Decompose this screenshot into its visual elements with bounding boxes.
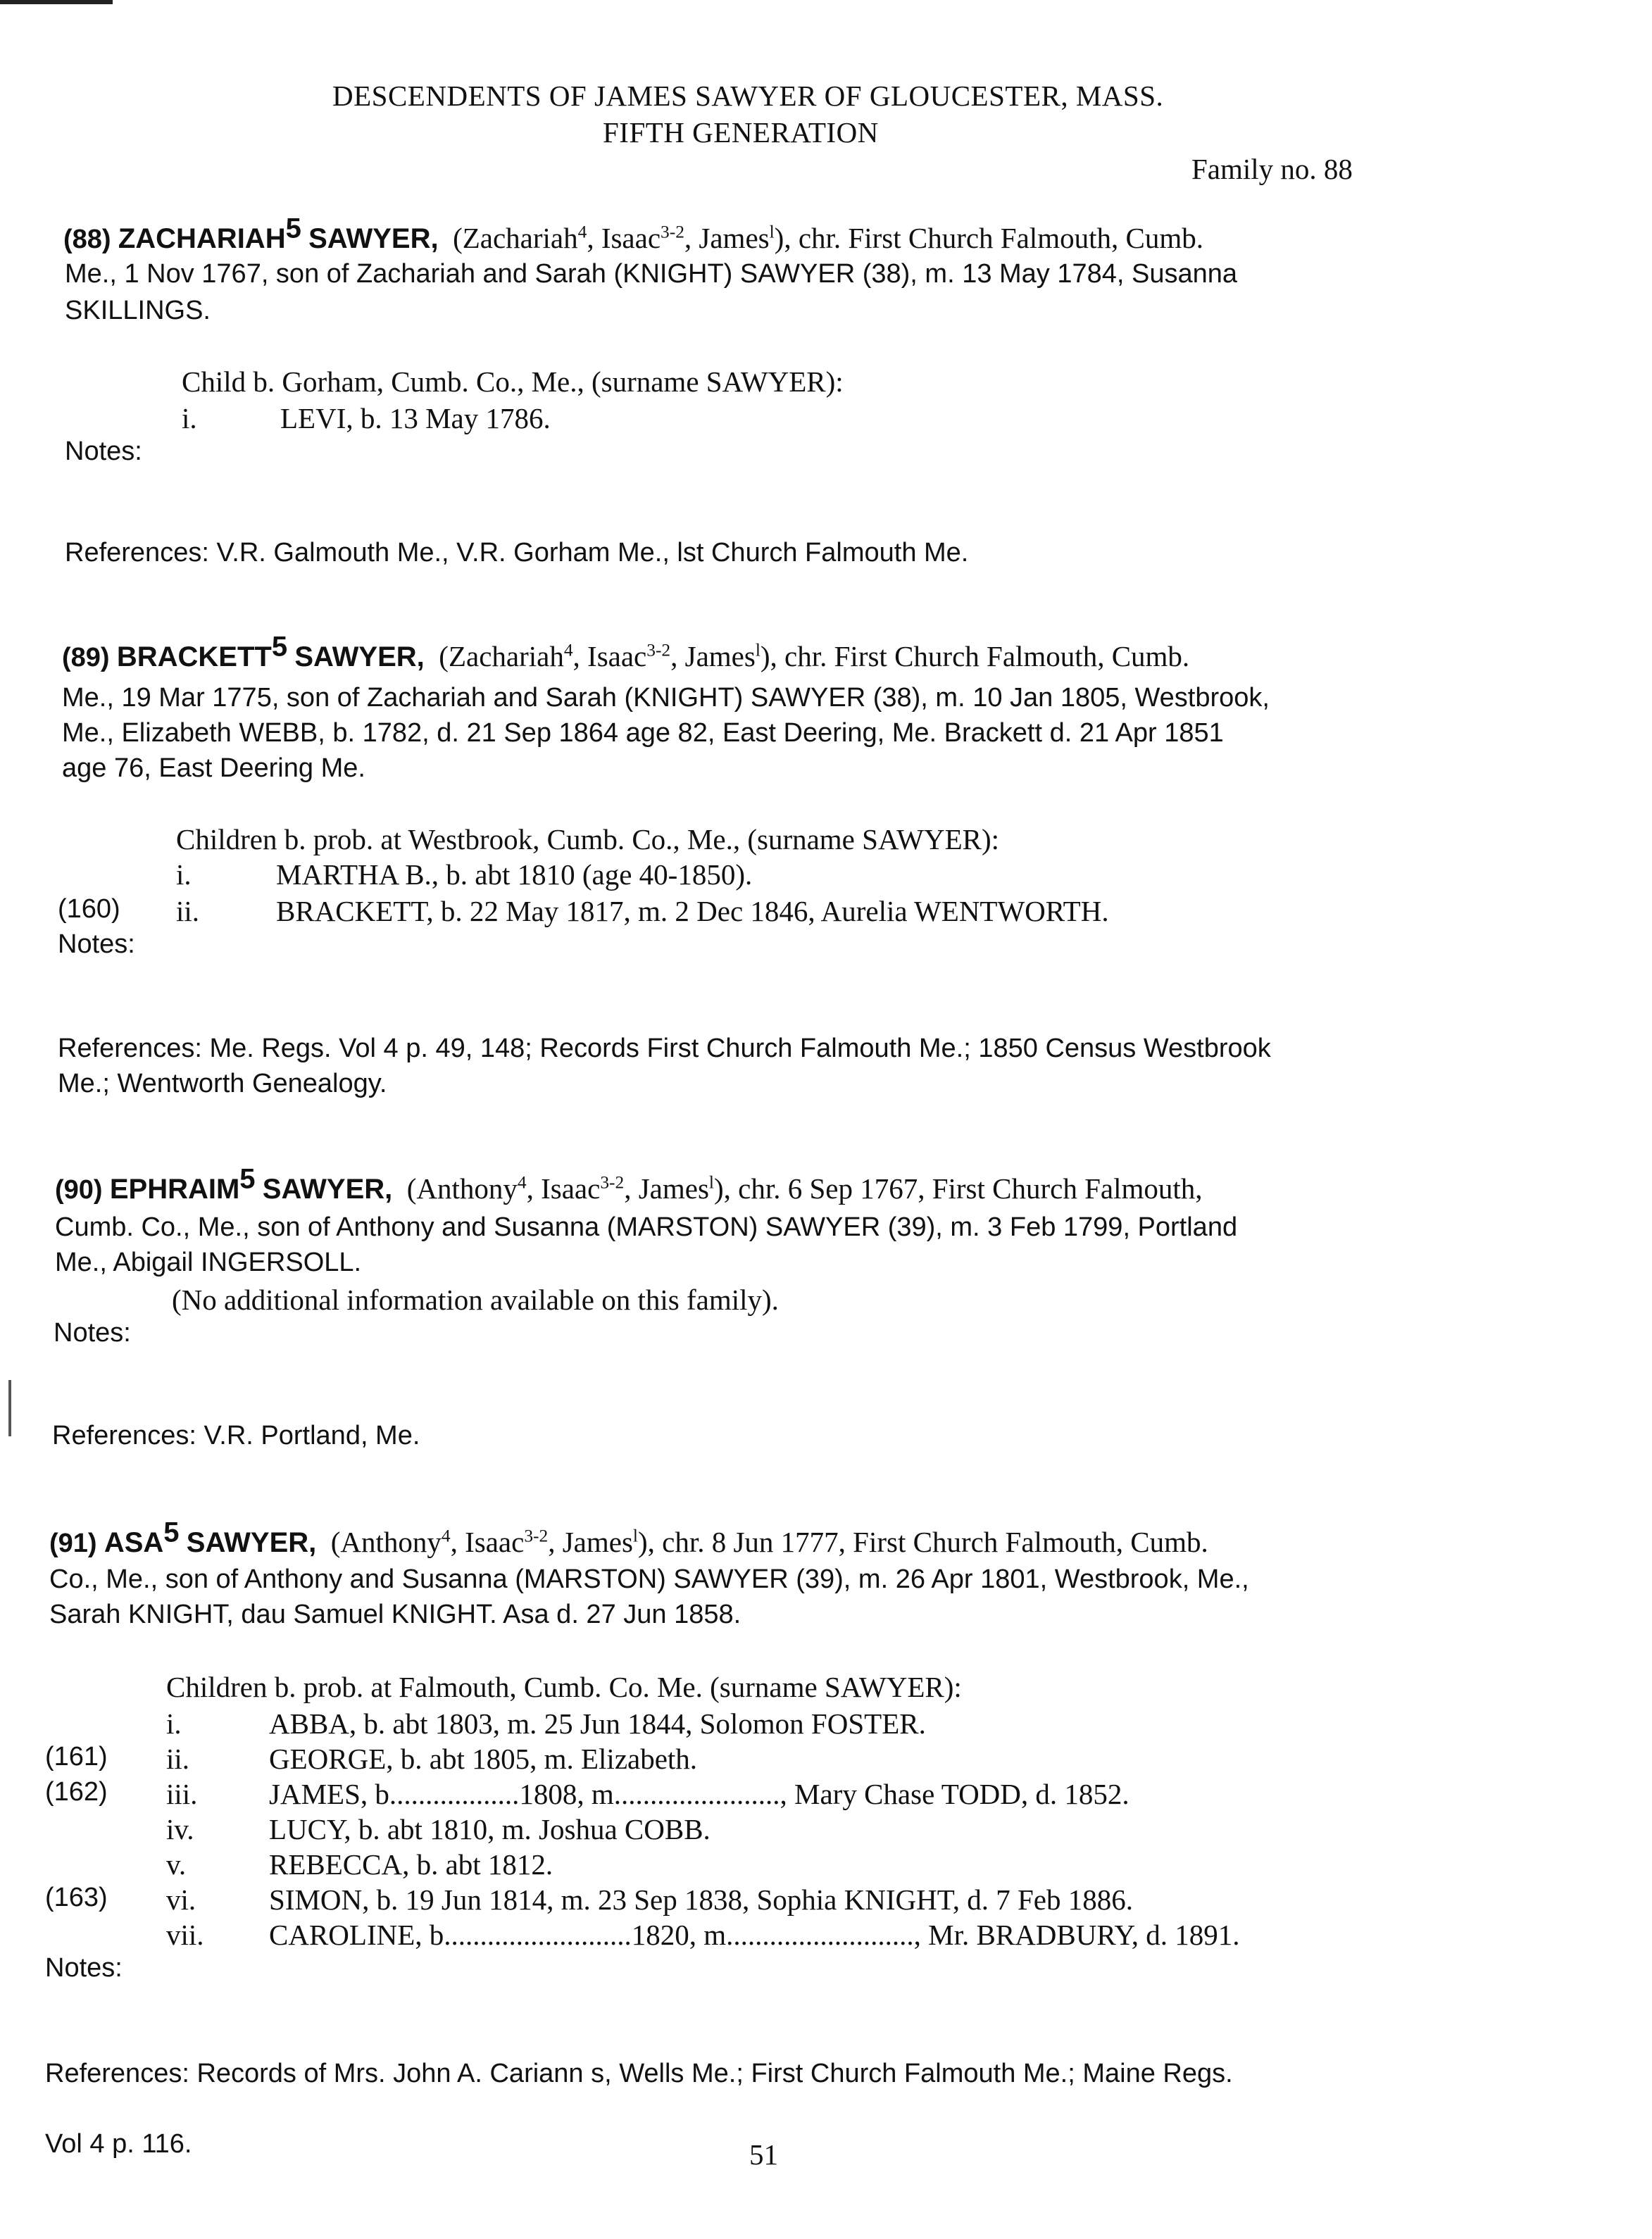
lineage-text: , James [684, 222, 770, 254]
lineage-text: ), chr. 8 Jun 1777, First Church Falmouth, Cumb. [637, 1526, 1208, 1558]
child-roman: ii. [176, 895, 200, 927]
entry-body-line: Cumb. Co., Me., son of Anthony and Susanna (MARSTON) SAWYER (39), m. 3 Feb 1799, Portland [55, 1212, 1238, 1242]
entry-body-line: Me., Elizabeth WEBB, b. 1782, d. 21 Sep 1864 age 82, East Deering, Me. Brackett d. 21 Apr 1851 [62, 718, 1224, 748]
lineage-text: , Isaac [572, 640, 647, 672]
entry-body-line: Me., Abigail INGERSOLL. [55, 1248, 362, 1277]
entry-number: (88) [63, 225, 111, 254]
child-text: MARTHA B., b. abt 1810 (age 40-1850). [276, 858, 753, 891]
child-text: LUCY, b. abt 1810, m. Joshua COBB. [269, 1813, 711, 1845]
entry-name: ZACHARIAH [118, 223, 286, 254]
child-text: CAROLINE, b..........................1820, m.........................., Mr. BRADBURY, d. 1891. [269, 1919, 1240, 1951]
entry-heading [63, 213, 1203, 255]
entry-body-line: age 76, East Deering Me. [62, 753, 365, 783]
generation-sup: 5 [271, 631, 288, 663]
lineage-sup: l [632, 1526, 638, 1546]
child-ref-number: (160) [58, 894, 120, 924]
child-ref-number: (161) [45, 1742, 108, 1771]
entry-surname: SAWYER, [308, 223, 439, 254]
lineage-text: , Isaac [587, 222, 661, 254]
lineage-text: (Zachariah [453, 222, 578, 254]
entry-name: EPHRAIM [109, 1174, 240, 1205]
entry-body-line: Me., 19 Mar 1775, son of Zachariah and Sarah (KNIGHT) SAWYER (38), m. 10 Jan 1805, Westbrook, [62, 683, 1270, 713]
child-roman: iii. [166, 1778, 198, 1810]
family-number: Family no. 88 [1191, 153, 1353, 185]
lineage-text: ), chr. First Church Falmouth, Cumb. [774, 222, 1203, 254]
lineage-text: , Isaac [526, 1172, 601, 1205]
entry-surname: SAWYER, [186, 1527, 317, 1558]
lineage-text: , James [670, 640, 756, 672]
lineage-sup: 3-2 [600, 1172, 625, 1193]
lineage-text: , Isaac [450, 1526, 525, 1558]
lineage-sup: 3-2 [646, 640, 671, 660]
lineage-sup: l [708, 1172, 714, 1193]
child-roman: i. [182, 402, 197, 434]
generation-sup: 5 [239, 1163, 256, 1195]
generation-sup: 5 [163, 1517, 180, 1548]
references: References: Me. Regs. Vol 4 p. 49, 148; Records First Church Falmouth Me.; 1850 Census Westbrook [58, 1034, 1271, 1063]
notes-label: Notes: [58, 929, 135, 959]
notes-label: Notes: [45, 1953, 123, 1983]
entry-name: ASA [104, 1527, 164, 1558]
page-subtitle: FIFTH GENERATION [603, 116, 879, 149]
children-intro: Children b. prob. at Falmouth, Cumb. Co. Me. (surname SAWYER): [166, 1671, 962, 1703]
entry-heading [55, 1163, 1203, 1205]
child-text: REBECCA, b. abt 1812. [269, 1848, 553, 1881]
page-title: DESCENDENTS OF JAMES SAWYER OF GLOUCESTER, MASS. [332, 80, 1164, 112]
lineage-text: ), chr. 6 Sep 1767, First Church Falmouth, [713, 1172, 1203, 1205]
lineage-text: ), chr. First Church Falmouth, Cumb. [760, 640, 1190, 672]
scan-corner-mark [0, 0, 113, 4]
child-roman: v. [166, 1848, 187, 1881]
entry-surname: SAWYER, [262, 1174, 393, 1205]
lineage-text: (Zachariah [439, 640, 564, 672]
children-intro: Children b. prob. at Westbrook, Cumb. Co., Me., (surname SAWYER): [176, 823, 1000, 855]
child-ref-number: (162) [45, 1777, 108, 1807]
references: References: V.R. Galmouth Me., V.R. Gorham Me., lst Church Falmouth Me. [65, 538, 969, 567]
lineage-sup: 4 [441, 1526, 451, 1546]
child-text: LEVI, b. 13 May 1786. [280, 402, 551, 434]
extra-info: (No additional information available on this family). [172, 1284, 779, 1316]
references: References: Records of Mrs. John A. Cariann s, Wells Me.; First Church Falmouth Me.; Maine Regs. [45, 2059, 1233, 2088]
lineage-sup: l [755, 640, 761, 660]
entry-body-line: Co., Me., son of Anthony and Susanna (MARSTON) SAWYER (39), m. 26 Apr 1801, Westbrook, Me., [49, 1564, 1249, 1594]
children-intro: Child b. Gorham, Cumb. Co., Me., (surname SAWYER): [182, 365, 844, 398]
lineage-text: (Anthony [406, 1172, 518, 1205]
references: Vol 4 p. 116. [45, 2129, 192, 2159]
entry-heading [62, 631, 1190, 673]
entry-number: (89) [62, 643, 110, 672]
child-roman: iv. [166, 1813, 194, 1845]
child-roman: i. [166, 1707, 182, 1740]
child-roman: ii. [166, 1743, 190, 1775]
lineage-sup: 4 [517, 1172, 527, 1193]
entry-heading [49, 1517, 1208, 1559]
child-text: GEORGE, b. abt 1805, m. Elizabeth. [269, 1743, 698, 1775]
lineage-sup: 3-2 [524, 1526, 549, 1546]
references: References: V.R. Portland, Me. [52, 1421, 420, 1450]
lineage-sup: l [769, 222, 775, 242]
child-roman: vii. [166, 1919, 204, 1951]
entry-number: (91) [49, 1529, 97, 1558]
references: Me.; Wentworth Genealogy. [58, 1069, 387, 1098]
entry-surname: SAWYER, [294, 641, 425, 672]
entry-body-line: Me., 1 Nov 1767, son of Zachariah and Sarah (KNIGHT) SAWYER (38), m. 13 May 1784, Susanna [65, 259, 1238, 289]
entry-number: (90) [55, 1175, 103, 1205]
child-text: BRACKETT, b. 22 May 1817, m. 2 Dec 1846, Aurelia WENTWORTH. [276, 895, 1109, 927]
lineage-sup: 4 [577, 222, 587, 242]
child-roman: vi. [166, 1883, 196, 1916]
child-roman: i. [176, 858, 192, 891]
child-text: SIMON, b. 19 Jun 1814, m. 23 Sep 1838, Sophia KNIGHT, d. 7 Feb 1886. [269, 1883, 1133, 1916]
notes-label: Notes: [54, 1318, 131, 1348]
lineage-sup: 4 [563, 640, 573, 660]
entry-body-line: Sarah KNIGHT, dau Samuel KNIGHT. Asa d. 27 Jun 1858. [49, 1600, 741, 1629]
entry-name: BRACKETT [116, 641, 272, 672]
generation-sup: 5 [285, 213, 301, 244]
lineage-sup: 3-2 [661, 222, 684, 242]
notes-label: Notes: [65, 437, 142, 466]
lineage-text: (Anthony [330, 1526, 442, 1558]
child-text: JAMES, b..................1808, m......................., Mary Chase TODD, d. 1852. [269, 1778, 1130, 1810]
child-text: ABBA, b. abt 1803, m. 25 Jun 1844, Solomon FOSTER. [269, 1707, 926, 1740]
lineage-text: , James [624, 1172, 709, 1205]
entry-body-line: SKILLINGS. [65, 296, 211, 325]
scan-edge-mark [8, 1380, 11, 1436]
child-ref-number: (163) [45, 1883, 108, 1912]
lineage-text: , James [548, 1526, 633, 1558]
page-number: 51 [749, 2138, 778, 2171]
